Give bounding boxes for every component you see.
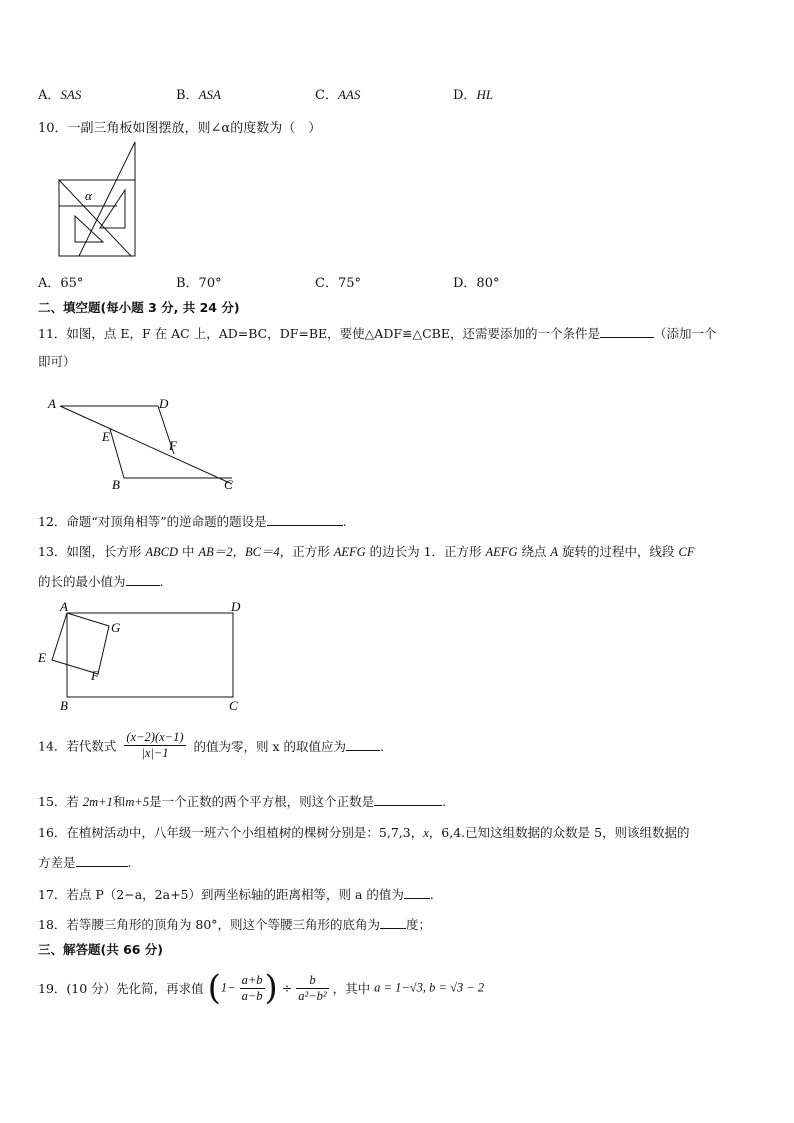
q9-option-b: B．ASA — [176, 87, 221, 103]
q13-figure — [36, 598, 256, 716]
q11-figure — [40, 392, 250, 496]
square-AEFG — [52, 613, 109, 674]
q9-option-c-value: AAS — [337, 87, 361, 102]
label-E: E — [38, 650, 46, 665]
label-A: A — [48, 396, 56, 411]
q14-answer-blank — [346, 738, 380, 751]
q19-text: 19．(10 分）先化简，再求值 (1− $\frac{a+b}{a-b}$ ) ÷ $\frac{b}{\text{a²−b²}}$ ，其中 a = 1−√3, b = √3 − 2 — [38, 968, 485, 1008]
alpha-label: α — [85, 188, 92, 203]
q11-text: 11．如图，点 E，F 在 AC 上，AD=BC，DF=BE，要使△ADF≌△CBE，还需要添加的一个条件是 （添加一个 — [38, 326, 717, 341]
label-C: C — [224, 477, 233, 492]
segment-AC — [60, 406, 232, 484]
q13-text: 13．如图，长方形 ABCD 中 AB＝2，BC＝4，正方形 AEFG 的边长为 1．正方形 AEFG 绕点 A 旋转的过程中，线段 CF — [38, 544, 695, 559]
q11-text-line2: 即可） — [38, 354, 76, 369]
q9-option-a-value: SAS — [60, 87, 82, 102]
section-3-heading: 三、解答题(共 66 分) — [38, 942, 164, 957]
q9-option-c: C．AAS — [315, 87, 361, 103]
q14-text: 14．若代数式 $\frac{(x-2)(x-1)}{|x|-1}$ 的值为零，则 x 的取值应为 . — [38, 730, 384, 760]
q14-fraction: $\frac{(x-2)(x-1)}{|x|-1}$ — [126, 730, 184, 760]
label-A: A — [60, 599, 68, 614]
label-G: G — [111, 620, 121, 635]
label-C: C — [229, 698, 238, 713]
q9-option-d-value: HL — [476, 87, 494, 102]
q10-option-d: D．80° — [453, 276, 500, 291]
q11-answer-blank — [600, 325, 654, 338]
label-D: D — [231, 599, 241, 614]
label-B: B — [60, 698, 68, 713]
q9-option-a: A．SAS — [38, 87, 82, 103]
q16-answer-blank — [76, 854, 128, 867]
q15-answer-blank — [374, 793, 442, 806]
segment-EB — [110, 429, 124, 478]
q10-option-a: A．65° — [38, 276, 84, 291]
q13-answer-blank — [126, 573, 160, 586]
small-inner-triangle — [100, 190, 125, 228]
q9-option-b-value: ASA — [198, 87, 221, 102]
q19-fraction-2: $\frac{b}{\text{a²−b²}}$ — [298, 972, 327, 1003]
q19-condition: a = 1−√3, b = √3 − 2 — [374, 980, 485, 995]
q16-text: 16．在植树活动中，八年级一班六个小组植树的棵树分别是：5,7,3，x，6,4.已知这组数据的众数是 5，则该组数据的 — [38, 825, 690, 840]
label-E: E — [102, 429, 110, 444]
section-2-heading: 二、填空题(每小题 3 分, 共 24 分) — [38, 300, 240, 315]
q12-answer-blank — [267, 513, 343, 526]
rectangle-ABCD — [67, 613, 233, 697]
q18-answer-blank — [380, 916, 406, 929]
q17-answer-blank — [404, 886, 430, 899]
label-D: D — [159, 396, 169, 411]
q17-text: 17．若点 P（2−a，2a+5）到两坐标轴的距离相等，则 a 的值为 . — [38, 887, 434, 902]
q15-text: 15．若 2m+1和m+5是一个正数的两个平方根，则这个正数是 . — [38, 794, 447, 809]
q10-option-c: C．75° — [315, 276, 361, 291]
q18-text: 18．若等腰三角形的顶角为 80°，则这个等腰三角形的底角为 度； — [38, 917, 432, 932]
q9-option-d: D．HL — [453, 87, 494, 103]
small-inner-triangle-2 — [75, 216, 103, 242]
label-F: F — [169, 438, 177, 453]
q13-text-line2: 的长的最小值为 . — [38, 574, 164, 589]
label-F: F — [91, 668, 99, 683]
q12-text: 12．命题“对顶角相等”的逆命题的题设是 . — [38, 514, 347, 529]
set-square-45 — [59, 180, 131, 256]
q10-option-b: B．70° — [176, 276, 222, 291]
q10-figure — [55, 138, 139, 262]
label-B: B — [112, 477, 120, 492]
q10-text: 10．一副三角板如图摆放，则∠α的度数为（ ） — [38, 121, 322, 136]
q19-fraction-1: $\frac{a+b}{a-b}$ — [241, 972, 263, 1003]
q16-text-line2: 方差是 . — [38, 855, 132, 870]
